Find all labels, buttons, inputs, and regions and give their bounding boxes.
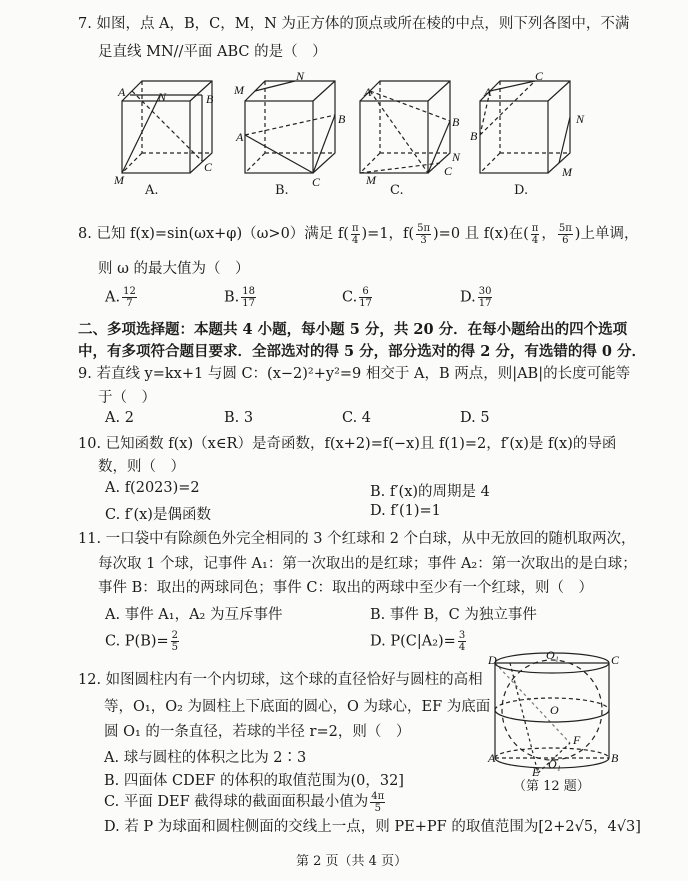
svg-text:C: C — [611, 653, 620, 667]
q8-option-b[interactable]: B. $\frac{18}{17}$ — [224, 286, 255, 309]
svg-text:B: B — [206, 92, 214, 106]
figure-caption-c: C. — [390, 183, 404, 198]
q8-line1: 8. 已知 f(x)=sin(ωx+φ)（ω>0）满足 f( $\frac{\pi}{4}$ )=1，f( $\frac{5\pi}{3}$ )=0 且 f(x)在( $\frac{\pi}{4}$ ， $\frac{5\pi}{6}$ )上单调， — [78, 222, 639, 246]
q11-line2: 每次取 1 个球，记事件 A₁：第一次取出的是红球；事件 A₂：第一次取出的是白球； — [98, 556, 637, 572]
svg-text:B: B — [338, 112, 346, 126]
q9-option-b[interactable]: B. 3 — [224, 410, 254, 426]
svg-text:B: B — [452, 115, 460, 129]
q12-line2: 等，O₁，O₂ 为圆柱上下底面的圆心，O 为球心，EF 为底面 — [104, 699, 491, 715]
svg-text:N: N — [158, 90, 167, 104]
q7-line2: 足直线 MN//平面 ABC 的是（ ） — [98, 44, 327, 60]
section2-header-line2: 中，有多项符合题目要求．全部选对的得 5 分，部分选对的得 2 分，有选错的得 0 分． — [78, 343, 647, 360]
q12-option-a[interactable]: A. 球与圆柱的体积之比为 2∶3 — [104, 750, 307, 766]
svg-text:C: C — [204, 160, 213, 174]
q9-option-d[interactable]: D. 5 — [460, 410, 490, 426]
page-footer: 第 2 页（共 4 页） — [296, 854, 408, 869]
q9-line1: 9. 若直线 y=kx+1 与圆 C：(x−2)²+y²=9 相交于 A，B 两点，则|AB|的长度可能等 — [78, 366, 631, 382]
q12-cylinder-figure — [488, 648, 620, 779]
q12-line3: 圆 O₁ 的一条直径，若球的半径 r=2，则（ ） — [104, 724, 411, 740]
cube-b — [245, 81, 335, 173]
q8-line2: 则 ω 的最大值为（ ） — [98, 261, 250, 277]
svg-text:C: C — [312, 175, 321, 189]
q9-line2: 于（ ） — [98, 390, 156, 406]
svg-text:C: C — [444, 164, 453, 178]
q11-option-d[interactable]: D. P(C|A₂)= $\frac{3}{4}$ — [370, 630, 466, 653]
q12-line1: 12. 如图圆柱内有一个内切球，这个球的直径恰好与圆柱的高相 — [78, 672, 483, 688]
figure-caption-d: D. — [514, 183, 529, 198]
q11-option-b[interactable]: B. 事件 B，C 为独立事件 — [370, 607, 537, 623]
svg-text:A: A — [488, 751, 496, 765]
q10-line1: 10. 已知函数 f(x)（x∈R）是奇函数，f(x+2)=f(−x)且 f(1)=2，f′(x)是 f(x)的导函 — [78, 436, 617, 452]
cube-labels — [113, 69, 585, 189]
svg-text:M: M — [114, 173, 124, 187]
q8-option-c[interactable]: C. $\frac{6}{17}$ — [342, 286, 372, 309]
q12-option-d[interactable]: D. 若 P 为球面和圆柱侧面的交线上一点，则 PE+PF 的取值范围为[2+2√5，4√3] — [104, 819, 641, 835]
section2-header-line1: 二、多项选择题：本题共 4 小题，每小题 5 分，共 20 分．在每小题给出的四个选项 — [78, 321, 628, 338]
svg-text:A: A — [364, 85, 372, 99]
q11-line1: 11. 一口袋中有除颜色外完全相同的 3 个红球和 2 个白球，从中无放回的随机取两次， — [78, 531, 636, 547]
svg-text:N: N — [296, 69, 305, 83]
svg-text:B: B — [611, 751, 619, 765]
svg-text:O₁: O₁ — [546, 648, 559, 662]
figure-caption-b: B. — [275, 183, 289, 198]
svg-text:A: A — [484, 85, 492, 99]
q11-option-a[interactable]: A. 事件 A₁，A₂ 为互斥事件 — [105, 607, 283, 623]
q10-option-b[interactable]: B. f′(x)的周期是 4 — [370, 484, 490, 500]
figure-caption-a: A. — [145, 183, 159, 198]
svg-text:M: M — [562, 165, 572, 179]
svg-text:E: E — [532, 765, 540, 779]
svg-text:C: C — [535, 69, 544, 83]
svg-text:O₁: O₁ — [548, 757, 561, 771]
svg-text:N: N — [576, 112, 585, 126]
q10-option-c[interactable]: C. f′(x)是偶函数 — [105, 507, 211, 523]
q12-option-b[interactable]: B. 四面体 CDEF 的体积的取值范围为(0，32] — [104, 773, 404, 789]
q11-option-c[interactable]: C. P(B)= $\frac{2}{5}$ — [105, 630, 179, 653]
cube-d — [480, 81, 570, 173]
q7-line1: 7. 如图，点 A，B，C，M，N 为正方体的顶点或所在棱的中点，则下列各图中，不满 — [78, 16, 630, 32]
q10-line2: 数，则（ ） — [98, 459, 185, 475]
cube-c — [360, 81, 450, 173]
q8-option-d[interactable]: D. $\frac{30}{17}$ — [460, 286, 492, 309]
q9-option-c[interactable]: C. 4 — [342, 410, 372, 426]
svg-text:A: A — [118, 85, 126, 99]
svg-text:M: M — [366, 173, 376, 187]
q7-cube-figures — [110, 68, 585, 203]
svg-text:B: B — [470, 129, 478, 143]
svg-text:M: M — [234, 83, 244, 97]
svg-text:A: A — [236, 130, 244, 144]
q10-option-d[interactable]: D. f′(1)=1 — [370, 503, 441, 519]
svg-text:F: F — [573, 733, 581, 747]
svg-text:D: D — [488, 653, 497, 667]
q8-option-a[interactable]: A. $\frac{12}{7}$ — [105, 286, 136, 309]
cube-a — [122, 81, 212, 173]
q12-figure-caption: （第 12 题） — [513, 779, 590, 794]
q10-option-a[interactable]: A. f(2023)=2 — [105, 480, 200, 496]
svg-text:O: O — [550, 703, 559, 717]
svg-text:N: N — [452, 150, 461, 164]
q11-line3: 事件 B：取出的两球同色；事件 C：取出的两球中至少有一个红球，则（ ） — [98, 580, 593, 596]
q9-option-a[interactable]: A. 2 — [105, 410, 134, 426]
q12-option-c[interactable]: C. 平面 DEF 截得球的截面面积最小值为 $\frac{4\pi}{5}$ — [104, 790, 385, 814]
